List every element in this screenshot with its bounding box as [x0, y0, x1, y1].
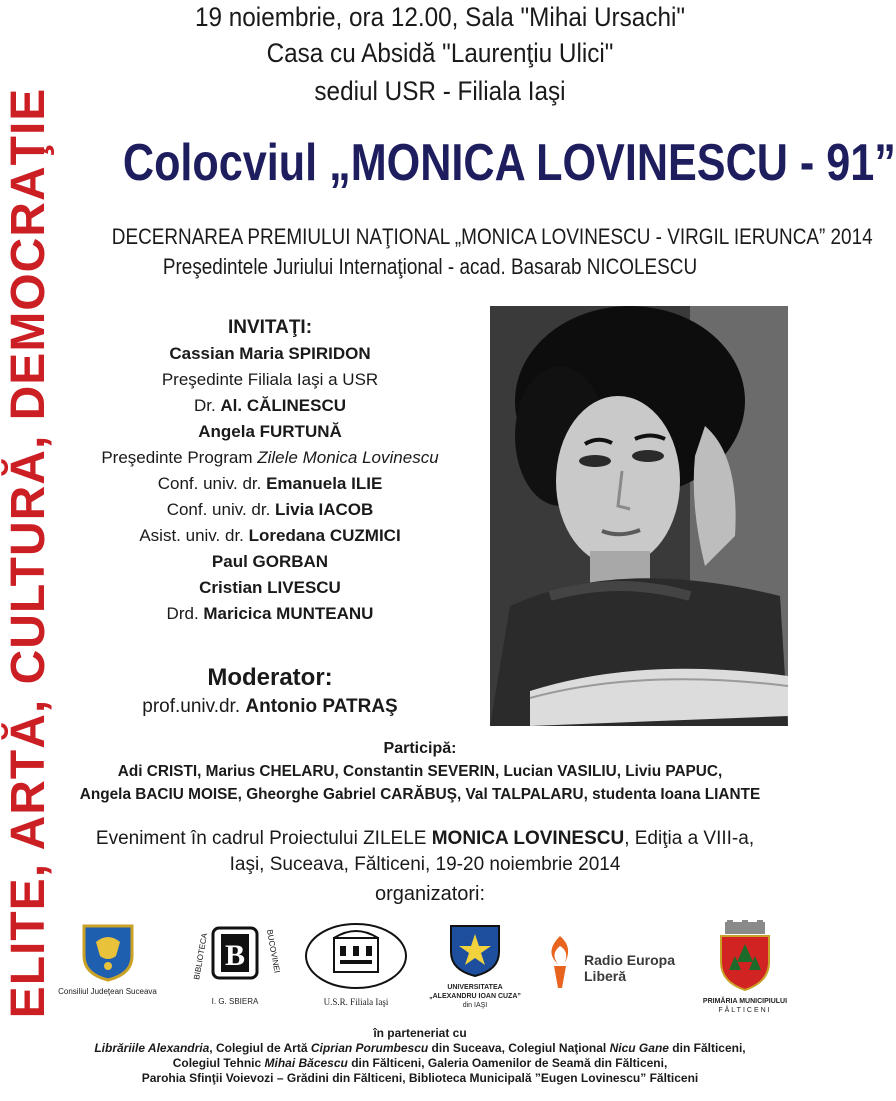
guest-name: Livia IACOB	[275, 500, 374, 519]
logo-caption: FĂLTICENI	[718, 1007, 772, 1014]
guest-name: Al. CĂLINESCU	[220, 396, 347, 415]
logo-caption: U.S.R. Filiala Iaşi	[323, 997, 389, 1007]
usr-building-icon	[304, 922, 408, 992]
guest-name: Maricica MUNTEANU	[203, 604, 374, 623]
partner-text: Colegiul Tehnic	[172, 1056, 265, 1070]
guests-list	[60, 315, 480, 627]
organizers-heading: organizatori:	[374, 883, 486, 905]
guest-title: Drd.	[166, 604, 204, 623]
partner-text: din Fălticeni,	[668, 1041, 746, 1055]
guest-title: Conf. univ. dr.	[166, 500, 276, 519]
guest-title: Dr.	[193, 396, 221, 415]
logo-radio-name: Liberă	[584, 968, 627, 984]
guests-heading: INVITAŢI:	[227, 317, 313, 338]
moderator-title: prof.univ.dr.	[142, 696, 246, 717]
partners-heading: în parteneriat cu	[373, 1026, 467, 1040]
guest-title: Conf. univ. dr.	[157, 474, 267, 493]
moderator-section	[60, 662, 480, 720]
event-places-dates: Iaşi, Suceava, Fălticeni, 19-20 noiembrie 2014	[229, 854, 621, 875]
partner-name: Librăriile Alexandria	[94, 1041, 210, 1055]
event-venue: Casa cu Absidă "Laurenţiu Ulici"	[266, 38, 614, 68]
logo-consiliul-judetean	[40, 922, 175, 997]
guest-role: Preşedinte Program	[101, 448, 258, 467]
partner-name: Mihai Băcescu	[264, 1056, 348, 1070]
logo-caption: PRIMĂRIA MUNICIPIULUI	[702, 998, 788, 1005]
guest-name: Emanuela ILIE	[266, 474, 383, 493]
municipal-crest-icon	[717, 922, 773, 992]
event-edition: , Ediţia a VIII-a,	[624, 828, 755, 849]
portrait-illustration	[490, 306, 788, 726]
jury-president: Preşedintele Juriului Internaţional - acad. Basarab NICOLESCU	[162, 254, 698, 279]
page-title: Colocviul „MONICA LOVINESCU - 91”	[122, 134, 896, 192]
portrait-photo	[490, 306, 788, 726]
logo-caption: I. G. SBIERA	[211, 997, 259, 1006]
partner-text: Parohia Sfinţii Voievozi – Grădini din Fălticeni, Biblioteca Municipală ”Eugen Lovinescu” Fălticeni	[141, 1071, 699, 1085]
guest-name: Paul GORBAN	[211, 552, 329, 571]
library-book-icon	[187, 922, 283, 992]
logo-caption: UNIVERSITATEA	[447, 984, 503, 991]
logo-radio-europa-libera	[540, 930, 680, 990]
guest-name: Angela FURTUNĂ	[198, 422, 342, 441]
guest-role: Preşedinte Filiala Iaşi a USR	[161, 370, 379, 389]
logo-caption: Consiliul Judeţean Suceava	[58, 987, 157, 996]
vertical-slogan: ELITE, ARTĂ, CULTURĂ, DEMOCRAŢIE	[2, 87, 55, 1019]
award-announcement: DECERNAREA PREMIULUI NAŢIONAL „MONICA LOVINESCU - VIRGIL IERUNCA” 2014	[111, 224, 873, 249]
partner-text: din Fălticeni, Galeria Oamenilor de Seamă din Fălticeni,	[347, 1056, 668, 1070]
logo-caption: „ALEXANDRU IOAN CUZA”	[429, 993, 521, 1000]
program-name: Zilele Monica Lovinescu	[257, 448, 439, 467]
svg-text:B: B	[224, 939, 246, 972]
partner-name: Ciprian Porumbescu	[310, 1041, 429, 1055]
participants-line: Angela BACIU MOISE, Gheorghe Gabriel CARĂBUŞ, Val TALPALARU, studenta Ioana LIANTE	[79, 786, 761, 803]
event-date-location: 19 noiembrie, ora 12.00, Sala "Mihai Ursachi"	[194, 2, 685, 32]
logo-side-text-left: BIBLIOTECA	[192, 932, 210, 981]
logo-biblioteca-bucovinei	[185, 922, 285, 1007]
event-info	[60, 826, 790, 878]
event-host: sediul USR - Filiala Iaşi	[314, 76, 566, 106]
partner-text: din Suceava, Colegiul Naţional	[428, 1041, 610, 1055]
participants-line: Adi CRISTI, Marius CHELARU, Constantin SEVERIN, Lucian VASILIU, Liviu PAPUC,	[117, 763, 723, 780]
moderator-name: Antonio PATRAŞ	[245, 696, 398, 717]
event-name: MONICA LOVINESCU	[431, 828, 625, 849]
event-text: Eveniment în cadrul Proiectului ZILELE	[95, 828, 432, 849]
moderator-heading: Moderator:	[207, 664, 333, 691]
guest-name: Loredana CUZMICI	[248, 526, 401, 545]
guest-title: Asist. univ. dr.	[139, 526, 249, 545]
coat-of-arms-icon	[80, 922, 136, 982]
logo-caption: din IAŞI	[462, 1002, 488, 1009]
participants-heading: Participă:	[383, 740, 457, 757]
university-crest-icon	[447, 922, 503, 978]
logo-usr-iasi	[302, 922, 410, 1007]
logo-side-text-right: BUCOVINEI	[265, 928, 282, 974]
partner-text: , Colegiul de Artă	[209, 1041, 311, 1055]
partners-section	[40, 1026, 800, 1086]
torch-icon	[540, 930, 580, 990]
participants-section	[40, 738, 800, 806]
logo-primaria-falticeni	[690, 922, 800, 1015]
logo-universitatea-cuza	[420, 922, 530, 1010]
partner-name: Nicu Gane	[609, 1041, 669, 1055]
guest-name: Cristian LIVESCU	[199, 578, 341, 597]
guest-name: Cassian Maria SPIRIDON	[169, 344, 371, 363]
logo-radio-name: Radio Europa	[584, 952, 676, 968]
